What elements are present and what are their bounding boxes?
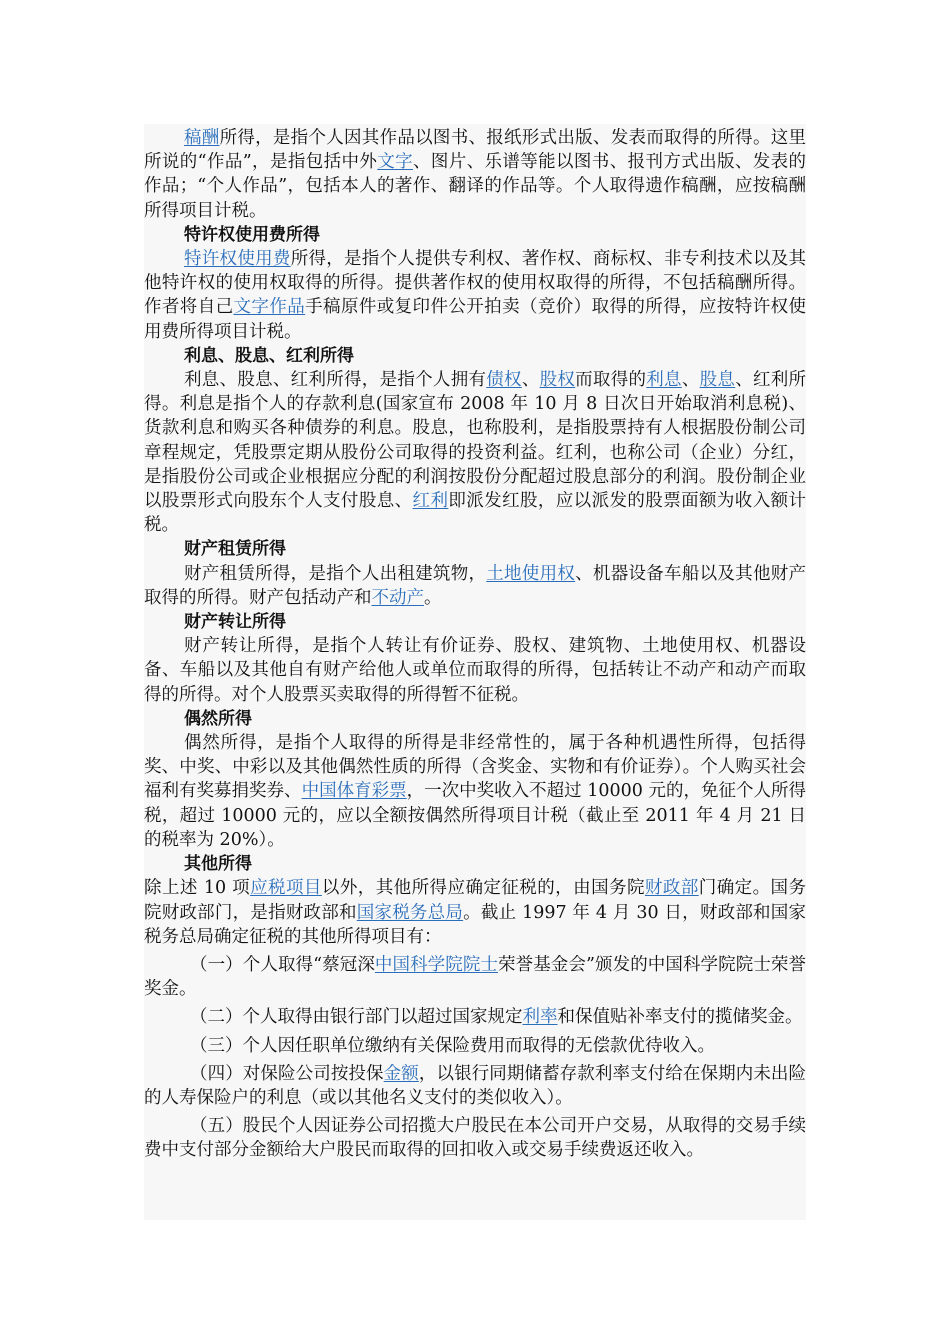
inline-link[interactable]: 土地使用权 (486, 563, 576, 584)
inline-link[interactable]: 红利 (412, 491, 449, 512)
heading-zhuanrang: 财产转让所得 (184, 612, 286, 633)
inline-link[interactable]: 利率 (522, 1007, 558, 1028)
paragraph-text: ，以银行同期储蓄存款利率支付给在保期内未出险的人寿保险户的利息（或以其他名义支付的类似收入）。 (144, 1063, 807, 1108)
inline-link[interactable]: 财政部 (644, 878, 699, 899)
paragraph-text: 。截止 1997 年 4 月 30 日，财政部和国家税务总局确定征税的其他所得项目有： (144, 902, 807, 947)
list-item-3 (144, 1034, 806, 1058)
paragraph-text: 门确定。国务院财政部门，是指财政部和 (144, 878, 807, 923)
inline-link[interactable]: 中国科学院院士 (374, 954, 499, 975)
paragraph-texuquan (144, 247, 806, 344)
inline-link[interactable]: 文字作品 (233, 297, 306, 318)
list-item-2 (144, 1005, 806, 1029)
paragraph-text: 财产租赁所得，是指个人出租建筑物， (184, 563, 487, 584)
paragraph-text: ，一次中奖收入不超过 10000 元的，免征个人所得税，超过 10000 元的，应以全额按偶然所得项目计税（截止至 2011 年 4 月 21 日的税率为 20%）。 (144, 781, 807, 850)
paragraph-text: （三）个人因任职单位缴纳有关保险费用而取得的无偿款优待收入。 (190, 1035, 715, 1056)
paragraph-text: 所得，是指个人提供专利权、著作权、商标权、非专利技术以及其他特许权的使用权取得的所得。提供著作权的使用权取得的所得，不包括稿酬所得。作者将自己 (144, 249, 807, 318)
paragraph-qita (144, 876, 806, 949)
inline-link[interactable]: 利息 (646, 370, 682, 391)
heading-qita: 其他所得 (184, 854, 252, 875)
paragraph-text: 、红利所得。利息是指个人的存款利息(国家宣布 2008 年 10 月 8 日次日开始取消利息税)、货款利息和购买各种债券的利息。股息，也称股利，是指股票持有人根据股份制公司章程规定，凭股票定期从股份公司取得的投资利益。红利，也称公司（企业）分红，是指股份公司或企业根据应分配的利润按股份分配超过股息部分的利润。股份制企业以股票形式向股东个人支付股息、 (144, 370, 807, 512)
paragraph-text: 、 (521, 370, 540, 391)
paragraph-zhuanrang (144, 634, 806, 707)
inline-link[interactable]: 中国体育彩票 (301, 781, 407, 802)
paragraph-text: 偶然所得，是指个人取得的所得是非经常性的，属于各种机遇性所得，包括得奖、中奖、中彩以及其他偶然性质的所得（含奖金、实物和有价证券）。个人购买社会福利有奖募捐奖券、 (144, 733, 806, 802)
document-body (144, 126, 806, 1163)
inline-link[interactable]: 不动产 (371, 587, 424, 608)
list-item-1 (144, 953, 806, 1001)
inline-link[interactable]: 金额 (383, 1063, 419, 1084)
paragraph-lixi (144, 368, 806, 537)
list-item-4 (144, 1062, 806, 1110)
paragraph-text: 、 (681, 370, 700, 391)
inline-link[interactable]: 债权 (486, 370, 522, 391)
paragraph-text: 、图片、乐谱等能以图书、报刊方式出版、发表的作品；“个人作品”，包括本人的著作、翻译的作品等。个人取得遗作稿酬，应按稿酬所得项目计税。 (144, 152, 806, 221)
inline-link[interactable]: 股权 (539, 370, 576, 391)
paragraph-text: 利息、股息、红利所得，是指个人拥有 (184, 370, 487, 391)
paragraph-zulin (144, 562, 806, 610)
inline-link[interactable]: 稿酬 (184, 128, 220, 148)
paragraph-text: 所得，是指个人因其作品以图书、报纸形式出版、发表而取得的所得。这里所说的“作品”，是指包括中外 (144, 128, 807, 173)
heading-texuquan: 特许权使用费所得 (184, 224, 320, 245)
paragraph-text: （四）对保险公司按投保 (190, 1063, 384, 1084)
paragraph-text: 即派发红股，应以派发的股票面额为收入额计税。 (144, 491, 807, 536)
paragraph-text: 财产转让所得，是指个人转让有价证券、股权、建筑物、土地使用权、机器设备、车船以及其他自有财产给他人或单位而取得的所得，包括转让不动产和动产而取得的所得。对个人股票买卖取得的所得暂不征税。 (144, 636, 806, 705)
paragraph-gaochou (144, 126, 806, 223)
paragraph-text: 。 (424, 587, 442, 608)
paragraph-text: （五）股民个人因证券公司招揽大户股民在本公司开户交易，从取得的交易手续费中支付部分金额给大户股民而取得的回扣收入或交易手续费返还收入。 (144, 1116, 806, 1161)
inline-link[interactable]: 应税项目 (250, 878, 322, 899)
inline-link[interactable]: 股息 (699, 370, 736, 391)
paragraph-text: 以外，其他所得应确定征税的，由国务院 (321, 878, 645, 899)
paragraph-text: （二）个人取得由银行部门以超过国家规定 (190, 1007, 523, 1028)
list-item-5 (144, 1114, 806, 1162)
paragraph-text: （一）个人取得“蔡冠深 (190, 954, 375, 975)
paragraph-text: 荣誉基金会”颁发的中国科学院院士荣誉奖金。 (144, 954, 806, 1000)
heading-ouran: 偶然所得 (184, 708, 252, 729)
paragraph-text: 而取得的 (575, 370, 647, 391)
paragraph-ouran (144, 731, 806, 852)
paragraph-text: 和保值贴补率支付的揽储奖金。 (557, 1007, 803, 1028)
paragraph-text: 、机器设备车船以及其他财产取得的所得。财产包括动产和 (144, 563, 807, 608)
heading-lixi: 利息、股息、红利所得 (184, 345, 354, 366)
inline-link[interactable]: 国家税务总局 (356, 902, 464, 923)
paragraph-text: 手稿原件或复印件公开拍卖（竞价）取得的所得，应按特许权使用费所得项目计税。 (144, 297, 807, 342)
inline-link[interactable]: 文字 (377, 152, 413, 173)
paragraph-text: 除上述 10 项 (144, 878, 251, 899)
inline-link[interactable]: 特许权使用费 (184, 249, 291, 270)
heading-zulin: 财产租赁所得 (184, 539, 286, 560)
